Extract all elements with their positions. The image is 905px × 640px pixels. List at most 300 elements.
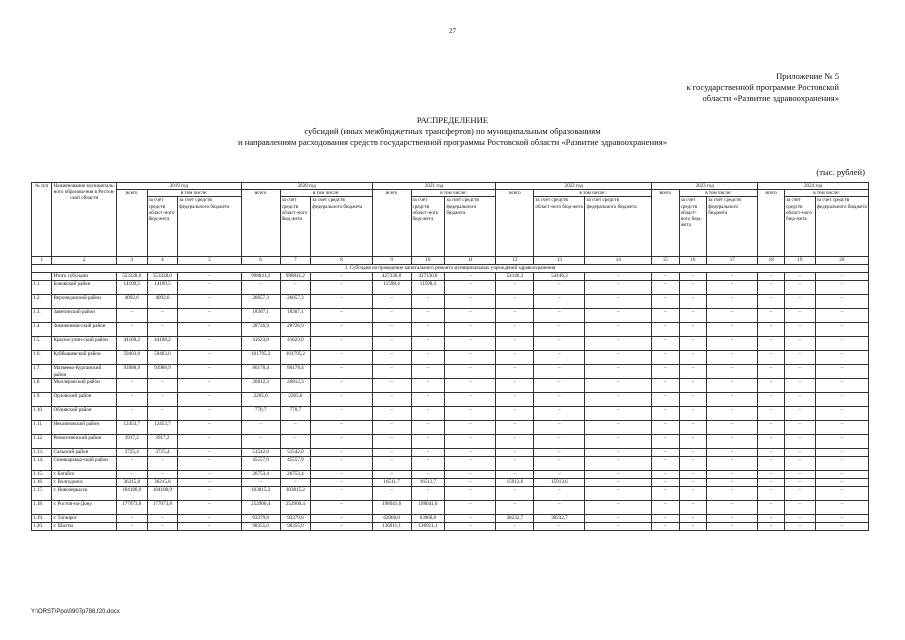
- value-cell: –: [651, 471, 679, 479]
- section-title: 1. Субсидия на проведение капитального ремонта муниципальных учреждений здравоохранения: [32, 265, 869, 273]
- value-cell: –: [280, 435, 311, 449]
- column-number: 4: [147, 257, 178, 265]
- header-total: всего: [372, 190, 411, 257]
- value-cell: –: [372, 487, 411, 501]
- value-cell: –: [178, 501, 241, 515]
- row-number: 1.20.: [32, 523, 52, 531]
- value-cell: 98355,0: [241, 523, 280, 531]
- value-cell: –: [679, 487, 707, 501]
- value-cell: –: [496, 309, 534, 323]
- value-cell: –: [585, 501, 652, 515]
- header-total: всего: [651, 190, 679, 257]
- header-obl: за счет средств област-ного бюд-жета: [147, 197, 178, 257]
- value-cell: –: [372, 457, 411, 471]
- value-cell: –: [815, 407, 868, 421]
- value-cell: –: [707, 281, 758, 295]
- page-number: 27: [449, 27, 456, 35]
- value-cell: –: [758, 457, 785, 471]
- value-cell: –: [372, 379, 411, 393]
- header-num: № п/п: [32, 183, 52, 257]
- value-cell: 41623,0: [241, 337, 280, 351]
- value-cell: –: [758, 281, 785, 295]
- value-cell: –: [784, 295, 815, 309]
- row-number: 1.8.: [32, 379, 52, 393]
- value-cell: –: [311, 281, 372, 295]
- value-cell: –: [707, 479, 758, 487]
- value-cell: 18307,1: [280, 309, 311, 323]
- value-cell: –: [784, 457, 815, 471]
- value-cell: –: [534, 379, 585, 393]
- value-cell: –: [534, 435, 585, 449]
- value-cell: –: [178, 337, 241, 351]
- value-cell: –: [178, 471, 241, 479]
- column-number: 15: [651, 257, 679, 265]
- value-cell: –: [585, 337, 652, 351]
- value-cell: –: [372, 407, 411, 421]
- value-cell: –: [311, 351, 372, 365]
- value-cell: 3725,4: [116, 449, 147, 457]
- value-cell: –: [815, 337, 868, 351]
- value-cell: –: [585, 435, 652, 449]
- value-cell: –: [496, 435, 534, 449]
- table-row: [32, 435, 869, 449]
- value-cell: –: [651, 515, 679, 523]
- value-cell: –: [445, 281, 496, 295]
- header-incl: в том числе:: [147, 190, 241, 197]
- header-row: [32, 190, 869, 197]
- value-cell: –: [707, 295, 758, 309]
- value-cell: –: [784, 515, 815, 523]
- value-cell: –: [707, 449, 758, 457]
- value-cell: –: [784, 449, 815, 457]
- value-cell: –: [815, 449, 868, 457]
- value-cell: –: [651, 379, 679, 393]
- header-obl: за счет средств област-ного бюд-жета: [411, 197, 445, 257]
- value-cell: –: [411, 435, 445, 449]
- value-cell: 63968,0: [372, 515, 411, 523]
- value-cell: –: [445, 337, 496, 351]
- municipality-name: Семикаракор-ский район: [52, 457, 116, 471]
- appendix-line: к государственной программе Ростовской: [686, 82, 839, 92]
- value-cell: –: [147, 407, 178, 421]
- value-cell: –: [372, 309, 411, 323]
- value-cell: 3725,4: [147, 449, 178, 457]
- appendix-line: Приложение № 5: [776, 71, 839, 81]
- value-cell: –: [534, 471, 585, 479]
- table-row: [32, 471, 869, 479]
- header-obl: за счет средств област-ного бюд-жета: [784, 197, 815, 257]
- value-cell: –: [815, 365, 868, 379]
- value-cell: 553328,0: [116, 273, 147, 281]
- value-cell: –: [651, 309, 679, 323]
- row-number: 1.4.: [32, 323, 52, 337]
- table-row: [32, 379, 869, 393]
- value-cell: –: [411, 393, 445, 407]
- header-incl: в том числе:: [679, 190, 758, 197]
- column-number: 18: [758, 257, 785, 265]
- value-cell: 45557,9: [280, 457, 311, 471]
- column-number: 16: [679, 257, 707, 265]
- value-cell: 12453,7: [147, 421, 178, 435]
- value-cell: –: [707, 309, 758, 323]
- column-number: 10: [411, 257, 445, 265]
- value-cell: –: [411, 379, 445, 393]
- value-cell: –: [651, 449, 679, 457]
- value-cell: 4092,6: [116, 295, 147, 309]
- value-cell: –: [445, 501, 496, 515]
- value-cell: –: [815, 515, 868, 523]
- header-obl: за счет средств област-ного бюд-жета: [679, 197, 707, 257]
- value-cell: –: [534, 365, 585, 379]
- value-cell: –: [496, 501, 534, 515]
- value-cell: 15913,6: [534, 479, 585, 487]
- value-cell: –: [445, 421, 496, 435]
- value-cell: –: [311, 407, 372, 421]
- table-row: [32, 523, 869, 531]
- value-cell: –: [585, 421, 652, 435]
- value-cell: –: [372, 471, 411, 479]
- value-cell: –: [178, 281, 241, 295]
- value-cell: –: [372, 435, 411, 449]
- header-row: [32, 183, 869, 190]
- header-total: всего: [496, 190, 534, 257]
- value-cell: –: [815, 479, 868, 487]
- value-cell: –: [679, 273, 707, 281]
- municipality-name: г. Батайск: [52, 471, 116, 479]
- header-year: 2021 год: [372, 183, 496, 190]
- value-cell: –: [178, 309, 241, 323]
- municipality-name: Боковский район: [52, 281, 116, 295]
- row-number: 1.10.: [32, 407, 52, 421]
- header-obl: за счет средств област-ного бюд-жета: [534, 197, 585, 257]
- value-cell: –: [679, 457, 707, 471]
- header-incl: в том числе:: [411, 190, 496, 197]
- row-number: 1.9.: [32, 393, 52, 407]
- municipality-name: Итого субсидии: [52, 273, 116, 281]
- value-cell: –: [534, 393, 585, 407]
- value-cell: –: [679, 337, 707, 351]
- value-cell: –: [311, 323, 372, 337]
- value-cell: –: [178, 365, 241, 379]
- table-row: [32, 309, 869, 323]
- value-cell: 36215,8: [147, 479, 178, 487]
- value-cell: –: [178, 487, 241, 501]
- value-cell: 16511,7: [372, 479, 411, 487]
- value-cell: –: [411, 365, 445, 379]
- value-cell: –: [311, 479, 372, 487]
- value-cell: –: [784, 435, 815, 449]
- value-cell: 28726,9: [280, 323, 311, 337]
- value-cell: –: [445, 435, 496, 449]
- value-cell: –: [784, 471, 815, 479]
- value-cell: –: [585, 309, 652, 323]
- header-incl: в том числе:: [280, 190, 372, 197]
- value-cell: –: [280, 281, 311, 295]
- appendix-line: области «Развитие здравоохранения»: [702, 93, 839, 103]
- value-cell: –: [758, 273, 785, 281]
- value-cell: –: [585, 523, 652, 531]
- value-cell: 998841,2: [280, 273, 311, 281]
- table-row: [32, 501, 869, 515]
- value-cell: –: [707, 435, 758, 449]
- municipality-name: г. Ростов-на-Дону: [52, 501, 116, 515]
- value-cell: –: [496, 323, 534, 337]
- value-cell: –: [147, 457, 178, 471]
- value-cell: –: [758, 449, 785, 457]
- value-cell: –: [311, 365, 372, 379]
- column-number-row: [32, 257, 869, 265]
- column-number: 14: [585, 257, 652, 265]
- value-cell: –: [679, 407, 707, 421]
- value-cell: –: [585, 365, 652, 379]
- value-cell: 2265,6: [280, 393, 311, 407]
- value-cell: –: [241, 435, 280, 449]
- value-cell: –: [311, 295, 372, 309]
- value-cell: –: [311, 435, 372, 449]
- value-cell: –: [311, 309, 372, 323]
- value-cell: 16511,7: [411, 479, 445, 487]
- value-cell: –: [311, 379, 372, 393]
- row-number: 1.3.: [32, 309, 52, 323]
- column-number: 9: [372, 257, 411, 265]
- value-cell: 136911,1: [372, 523, 411, 531]
- value-cell: –: [496, 295, 534, 309]
- value-cell: –: [116, 515, 147, 523]
- value-cell: –: [534, 323, 585, 337]
- value-cell: –: [679, 351, 707, 365]
- municipality-name: Красносулин-ский район: [52, 337, 116, 351]
- municipality-name: г. Шахты: [52, 523, 116, 531]
- table-row: [32, 337, 869, 351]
- value-cell: –: [116, 471, 147, 479]
- value-cell: –: [758, 421, 785, 435]
- value-cell: –: [178, 523, 241, 531]
- row-number: 1.18.: [32, 501, 52, 515]
- value-cell: 93379,8: [241, 515, 280, 523]
- value-cell: –: [411, 457, 445, 471]
- value-cell: 93988,9: [147, 365, 178, 379]
- value-cell: –: [280, 479, 311, 487]
- column-number: 13: [534, 257, 585, 265]
- distribution-table: [31, 182, 869, 531]
- value-cell: –: [815, 351, 868, 365]
- value-cell: –: [651, 365, 679, 379]
- value-cell: 59403,0: [147, 351, 178, 365]
- value-cell: –: [147, 471, 178, 479]
- value-cell: –: [679, 501, 707, 515]
- table-row: [32, 393, 869, 407]
- value-cell: –: [707, 365, 758, 379]
- value-cell: –: [651, 501, 679, 515]
- value-cell: –: [496, 457, 534, 471]
- value-cell: –: [496, 471, 534, 479]
- value-cell: –: [496, 421, 534, 435]
- value-cell: 998841,2: [241, 273, 280, 281]
- value-cell: –: [585, 487, 652, 501]
- municipality-name: г. Новочеркасск: [52, 487, 116, 501]
- municipality-name: Ремонтненский район: [52, 435, 116, 449]
- table-body: [32, 183, 869, 531]
- value-cell: –: [445, 515, 496, 523]
- header-fed: за счет средств федерального бюджета: [311, 197, 372, 257]
- value-cell: –: [241, 281, 280, 295]
- value-cell: –: [534, 501, 585, 515]
- value-cell: –: [651, 421, 679, 435]
- value-cell: –: [815, 323, 868, 337]
- row-number: 1.6.: [32, 351, 52, 365]
- value-cell: –: [534, 351, 585, 365]
- value-cell: –: [311, 421, 372, 435]
- value-cell: 177073,8: [116, 501, 147, 515]
- value-cell: 51542,0: [280, 449, 311, 457]
- value-cell: 104180,9: [147, 487, 178, 501]
- value-cell: –: [707, 457, 758, 471]
- value-cell: –: [445, 295, 496, 309]
- value-cell: 63968,0: [411, 515, 445, 523]
- value-cell: –: [445, 407, 496, 421]
- value-cell: 11598,4: [372, 281, 411, 295]
- value-cell: –: [496, 337, 534, 351]
- row-number: 1.5.: [32, 337, 52, 351]
- value-cell: –: [679, 295, 707, 309]
- value-cell: –: [585, 295, 652, 309]
- value-cell: 101795,2: [241, 351, 280, 365]
- header-incl: в том числе:: [534, 190, 652, 197]
- value-cell: –: [679, 309, 707, 323]
- value-cell: –: [758, 295, 785, 309]
- column-number: 11: [445, 257, 496, 265]
- value-cell: 26812,3: [241, 379, 280, 393]
- value-cell: –: [707, 471, 758, 479]
- value-cell: –: [147, 515, 178, 523]
- value-cell: –: [815, 471, 868, 479]
- value-cell: –: [445, 523, 496, 531]
- value-cell: –: [372, 295, 411, 309]
- value-cell: –: [651, 281, 679, 295]
- header-fed: за счет средств федерального бюджета: [585, 197, 652, 257]
- value-cell: 80178,4: [241, 365, 280, 379]
- row-number: 1.12.: [32, 435, 52, 449]
- value-cell: 93988,9: [116, 365, 147, 379]
- value-cell: –: [758, 323, 785, 337]
- value-cell: –: [784, 523, 815, 531]
- value-cell: –: [372, 351, 411, 365]
- value-cell: –: [784, 487, 815, 501]
- value-cell: 770,7: [280, 407, 311, 421]
- value-cell: –: [784, 479, 815, 487]
- value-cell: –: [585, 273, 652, 281]
- value-cell: –: [758, 471, 785, 479]
- value-cell: –: [784, 351, 815, 365]
- header-obl: за счет средств област-ного бюд-жета: [280, 197, 311, 257]
- value-cell: –: [784, 379, 815, 393]
- value-cell: –: [585, 351, 652, 365]
- value-cell: 101795,2: [280, 351, 311, 365]
- value-cell: –: [311, 471, 372, 479]
- value-cell: –: [534, 309, 585, 323]
- value-cell: –: [815, 393, 868, 407]
- table-row: [32, 421, 869, 435]
- value-cell: –: [241, 421, 280, 435]
- table-row: [32, 365, 869, 379]
- municipality-name: г. Волгодонск: [52, 479, 116, 487]
- value-cell: –: [784, 281, 815, 295]
- table-row: [32, 449, 869, 457]
- value-cell: –: [445, 323, 496, 337]
- municipality-name: Орловский район: [52, 393, 116, 407]
- value-cell: –: [496, 281, 534, 295]
- value-cell: –: [411, 337, 445, 351]
- value-cell: –: [679, 449, 707, 457]
- row-number: 1.1.: [32, 281, 52, 295]
- value-cell: –: [411, 323, 445, 337]
- value-cell: –: [707, 379, 758, 393]
- value-cell: –: [707, 351, 758, 365]
- value-cell: –: [116, 407, 147, 421]
- column-number: 17: [707, 257, 758, 265]
- value-cell: –: [815, 273, 868, 281]
- value-cell: 3917,2: [147, 435, 178, 449]
- value-cell: –: [411, 471, 445, 479]
- value-cell: –: [815, 309, 868, 323]
- value-cell: –: [311, 273, 372, 281]
- value-cell: –: [679, 379, 707, 393]
- file-path-footer: Y:\ORST\Ppo\0907p788.f20.docx: [31, 609, 120, 615]
- value-cell: 14109,5: [147, 281, 178, 295]
- value-cell: 28726,9: [241, 323, 280, 337]
- value-cell: –: [815, 501, 868, 515]
- value-cell: –: [707, 487, 758, 501]
- value-cell: –: [280, 421, 311, 435]
- value-cell: –: [651, 337, 679, 351]
- header-total: всего: [758, 190, 785, 257]
- header-row: [32, 197, 869, 257]
- value-cell: 51542,0: [241, 449, 280, 457]
- value-cell: –: [651, 407, 679, 421]
- value-cell: 252900,4: [241, 501, 280, 515]
- value-cell: –: [815, 457, 868, 471]
- value-cell: –: [178, 295, 241, 309]
- value-cell: –: [534, 487, 585, 501]
- value-cell: 104180,9: [116, 487, 147, 501]
- value-cell: –: [815, 281, 868, 295]
- header-year: 2020 год: [241, 183, 372, 190]
- value-cell: –: [679, 515, 707, 523]
- value-cell: –: [534, 457, 585, 471]
- value-cell: –: [178, 393, 241, 407]
- value-cell: 103815,2: [280, 487, 311, 501]
- value-cell: 26057,3: [241, 295, 280, 309]
- row-number: 1.14.: [32, 457, 52, 471]
- value-cell: –: [372, 449, 411, 457]
- value-cell: 770,7: [241, 407, 280, 421]
- value-cell: –: [707, 273, 758, 281]
- value-cell: –: [651, 435, 679, 449]
- value-cell: –: [585, 323, 652, 337]
- value-cell: –: [815, 295, 868, 309]
- title-line: РАСПРЕДЕЛЕНИЕ: [416, 115, 489, 125]
- value-cell: –: [147, 523, 178, 531]
- value-cell: –: [411, 487, 445, 501]
- value-cell: –: [758, 365, 785, 379]
- value-cell: –: [411, 407, 445, 421]
- value-cell: –: [707, 421, 758, 435]
- value-cell: –: [651, 295, 679, 309]
- value-cell: –: [707, 323, 758, 337]
- value-cell: –: [707, 393, 758, 407]
- value-cell: –: [496, 351, 534, 365]
- value-cell: –: [585, 471, 652, 479]
